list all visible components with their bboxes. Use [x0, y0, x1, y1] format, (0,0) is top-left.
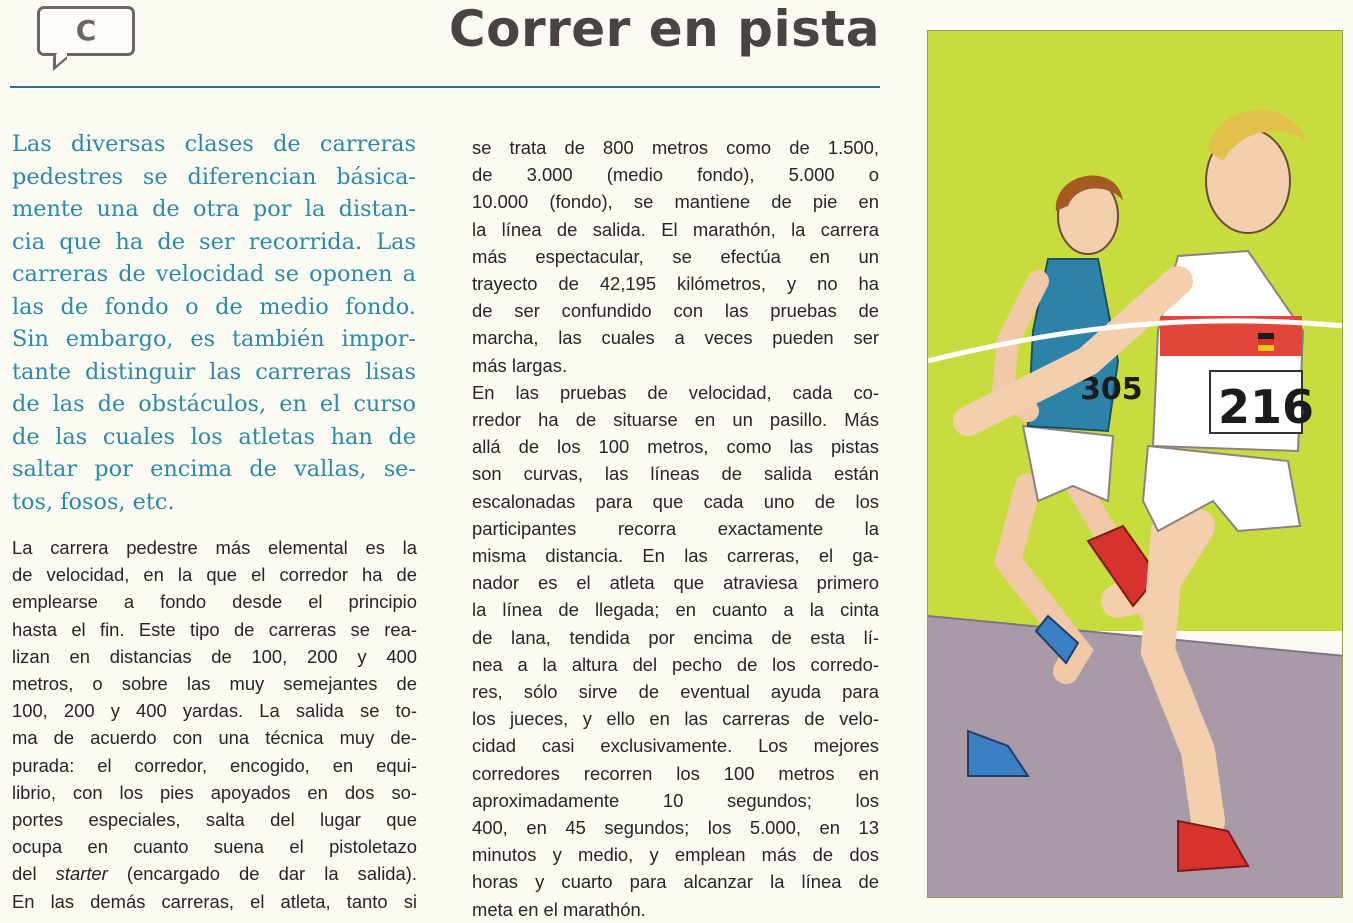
back-runner-bib: 305: [1080, 372, 1143, 407]
body-line: aproximadamente 10 segundos; los: [472, 789, 879, 811]
body-line: lizan en distancias de 100, 200 y 400: [12, 645, 417, 667]
body-line: 100, 200 y 400 yardas. La salida se to-: [12, 700, 417, 722]
intro-line: carreras de velocidad se oponen a: [12, 261, 416, 287]
body-line: la línea de salida. El marathón, la carrera: [472, 218, 879, 240]
body-line: los jueces, y ello en las carreras de velo-: [472, 708, 879, 730]
section-badge: C: [37, 6, 135, 56]
body-line: 10.000 (fondo), se mantiene de pie en: [472, 191, 879, 213]
intro-line: cia que ha de ser recorrida. Las: [12, 228, 416, 255]
body-line: escalonadas para que cada uno de los: [472, 490, 879, 512]
page-title: Correr en pista: [448, 0, 880, 58]
body-line: se trata de 800 metros como de 1.500,: [472, 137, 879, 158]
body-text: del: [12, 863, 37, 885]
body-line: de lana, tendida por encima de esta lí-: [472, 626, 879, 648]
intro-line: pedestres se diferencian básica-: [12, 163, 416, 190]
body-line: En las pruebas de velocidad, cada co-: [472, 381, 879, 403]
body-line: trayecto de 42,195 kilómetros, y no ha: [472, 273, 879, 295]
intro-line: tante distinguir las carreras lisas: [12, 358, 416, 385]
body-line: corredores recorren los 100 metros en: [472, 762, 879, 784]
body-line: metros, o sobre las muy semejantes de: [12, 673, 417, 695]
body-line: 400, en 45 segundos; los 5.000, en 13: [472, 817, 879, 839]
body-line: de velocidad, en la que el corredor ha de: [12, 564, 417, 586]
runners-illustration: [927, 30, 1343, 898]
intro-line: mente una de otra por la distan-: [12, 196, 416, 222]
body-line: minutos y medio, y emplean más de dos: [472, 844, 879, 866]
body-line: nador es el atleta que atraviesa primero: [472, 572, 879, 594]
body-column-left: [12, 534, 417, 915]
body-line: horas y cuarto para alcanzar la línea de: [472, 871, 879, 893]
body-line: [12, 860, 417, 887]
body-line: rredor ha de situarse en un pasillo. Más: [472, 409, 879, 431]
body-line: la línea de llegada; en cuanto a la cinta: [472, 599, 879, 621]
body-line: ocupa en cuanto suena el pistoletazo: [12, 836, 417, 858]
title-rule: [10, 86, 880, 88]
body-line: más espectacular, se efectúa en un: [472, 245, 879, 267]
intro-line: de las cuales los atletas han de: [12, 423, 416, 450]
front-runner-bib: 216: [1218, 380, 1315, 434]
body-line: más largas.: [472, 354, 568, 376]
body-line: de ser confundido con las pruebas de: [472, 300, 879, 322]
body-line: cidad casi exclusivamente. Los mejores: [472, 735, 879, 757]
intro-line: Sin embargo, es también impor-: [12, 326, 416, 352]
body-line: res, sólo sirve de eventual ayuda para: [472, 681, 879, 703]
body-line: emplearse a fondo desde el principio: [12, 591, 417, 613]
body-line: purada: el corredor, encogido, en equi-: [12, 754, 417, 776]
intro-line: las de fondo o de medio fondo.: [12, 293, 416, 320]
body-line: misma distancia. En las carreras, el ga-: [472, 545, 879, 567]
body-column-right: [472, 134, 879, 923]
intro-line: tos, fosos, etc.: [12, 488, 175, 515]
intro-paragraph: [12, 128, 416, 518]
body-line: son curvas, las líneas de salida están: [472, 463, 879, 485]
intro-line: Las diversas clases de carreras: [12, 131, 416, 157]
body-line: meta en el marathón.: [472, 898, 646, 920]
intro-line: saltar por encima de vallas, se-: [12, 456, 416, 482]
body-text: (encargado de dar la salida).: [126, 863, 417, 885]
body-line: En las demás carreras, el atleta, tanto si: [12, 890, 417, 912]
body-line: nea a la altura del pecho de los corredo-: [472, 653, 879, 675]
starter-term: starter: [55, 863, 108, 885]
body-line: allá de los 100 metros, como las pistas: [472, 436, 879, 458]
body-line: de 3.000 (medio fondo), 5.000 o: [472, 164, 879, 186]
body-line: participantes recorra exactamente la: [472, 517, 879, 539]
body-line: portes especiales, salta del lugar que: [12, 809, 417, 831]
body-line: hasta el fin. Este tipo de carreras se rea-: [12, 618, 417, 640]
intro-line: de las de obstáculos, en el curso: [12, 391, 416, 417]
body-line: marcha, las cuales a veces pueden ser: [472, 327, 879, 349]
body-line: ma de acuerdo con una técnica muy de-: [12, 727, 417, 749]
body-line: La carrera pedestre más elemental es la: [12, 537, 417, 558]
body-line: librio, con los pies apoyados en dos so-: [12, 781, 417, 803]
